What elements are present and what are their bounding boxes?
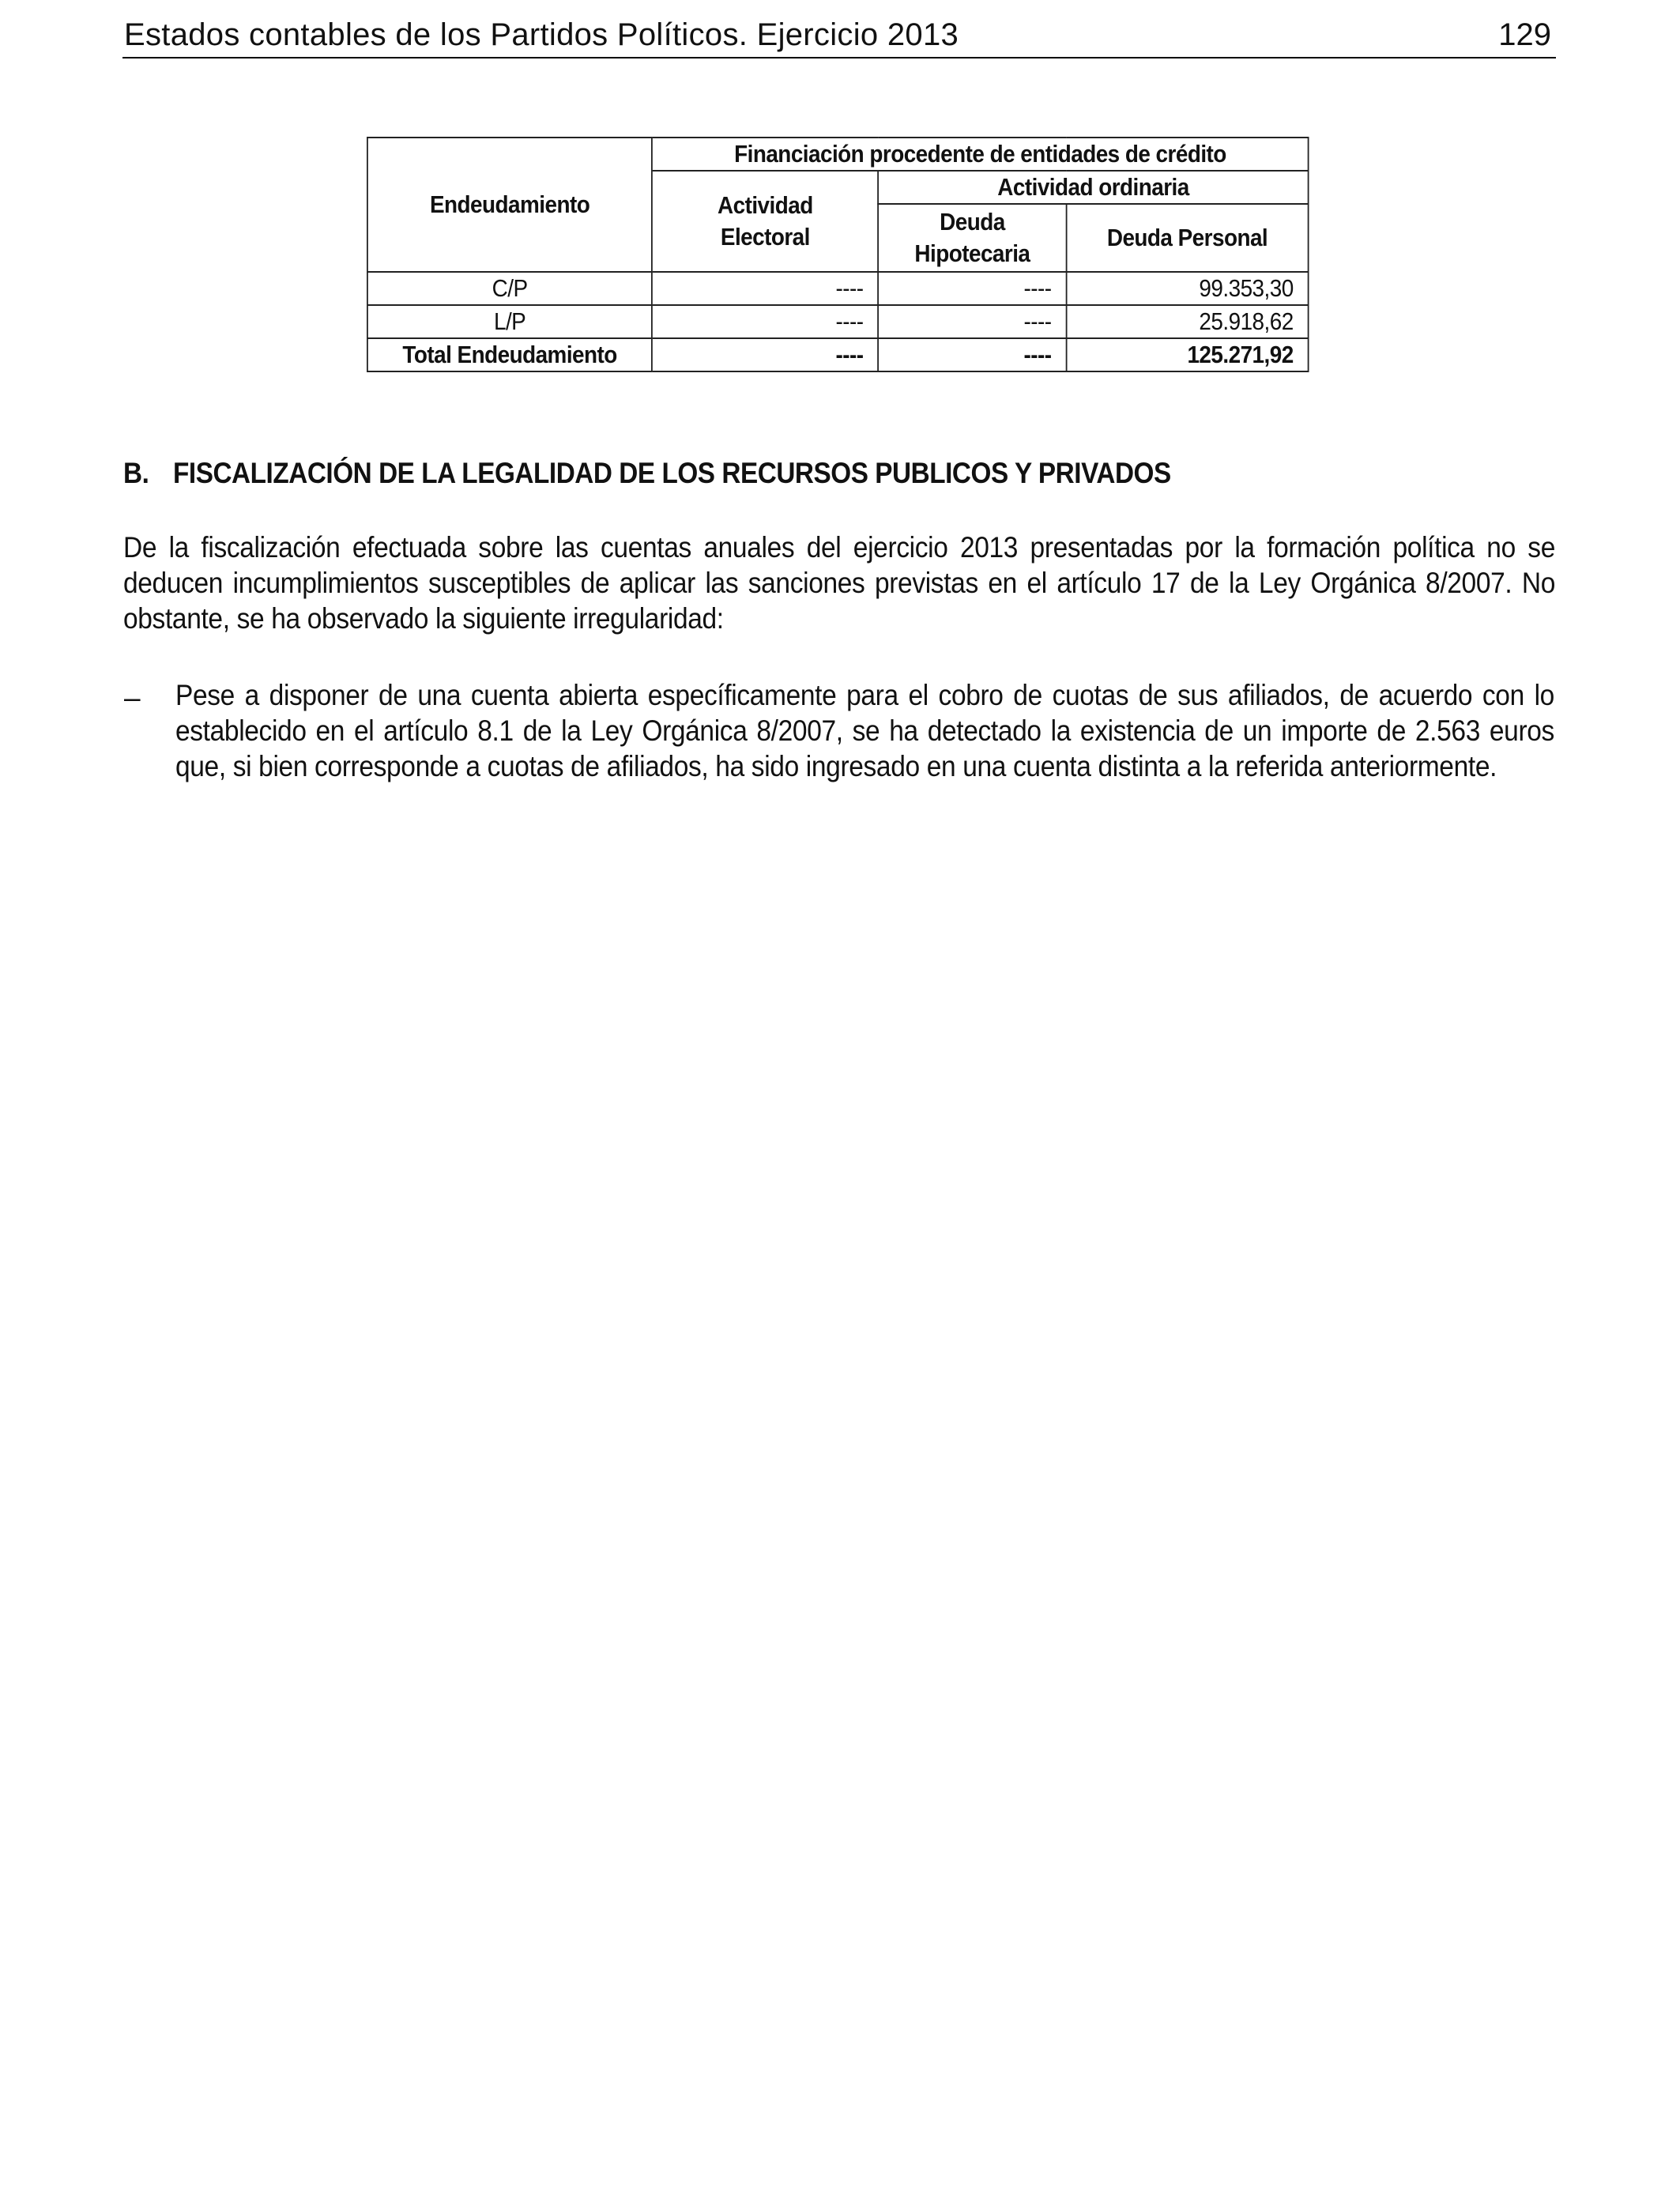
cell-electoral: ---- [652,272,878,305]
page-header [122,14,1556,58]
debt-table [367,137,1309,372]
cell-hipotecaria: ---- [878,305,1066,338]
table-row-total [367,338,1309,371]
body-paragraph: De la fiscalización efectuada sobre las cuentas anuales del ejercicio 2013 presentadas por la formación política no se deducen incumplimientos susceptibles de aplicar las sanciones previstas en el artículo 17 de la Ley Orgánica 8/2007. No obstante, se ha observado la siguiente irregularidad: [123,531,1555,635]
header-financiacion: Financiación procedente de entidades de crédito [652,138,1308,171]
cell-personal: 25.918,62 [1066,305,1308,338]
section-title: FISCALIZACIÓN DE LA LEGALIDAD DE LOS RECURSOS PUBLICOS Y PRIVADOS [173,457,1171,489]
cell-electoral: ---- [652,305,878,338]
cell-personal: 99.353,30 [1066,272,1308,305]
cell-hipotecaria: ---- [878,338,1066,371]
bullet-dash: – [124,681,141,714]
page-number: 129 [1498,17,1551,52]
cell-hipotecaria: ---- [878,272,1066,305]
header-deuda-personal: Deuda Personal [1066,204,1308,272]
section-letter: B. [123,457,149,489]
table-row [367,305,1309,338]
header-deuda-hipotecaria: Deuda Hipotecaria [878,204,1066,272]
cell-electoral: ---- [652,338,878,371]
table-row [367,272,1309,305]
row-label: Total Endeudamiento [367,338,652,371]
row-label: L/P [367,305,652,338]
bullet-paragraph: Pese a disponer de una cuenta abierta específicamente para el cobro de cuotas de sus afiliados, de acuerdo con lo establecido en el artículo 8.1 de la Ley Orgánica 8/2007, se ha detectado la existencia de un importe de 2.563 euros que, si bien corresponde a cuotas de afiliados, ha sido ingresado en una cuenta distinta a la referida anteriormente. [175,679,1554,782]
header-title: Estados contables de los Partidos Políticos. Ejercicio 2013 [124,17,959,52]
header-actividad-ordinaria: Actividad ordinaria [878,171,1308,204]
section-heading [123,457,1171,490]
row-label: C/P [367,272,652,305]
header-endeudamiento: Endeudamiento [367,138,652,272]
cell-personal: 125.271,92 [1066,338,1308,371]
header-actividad-electoral: Actividad Electoral [652,171,878,272]
